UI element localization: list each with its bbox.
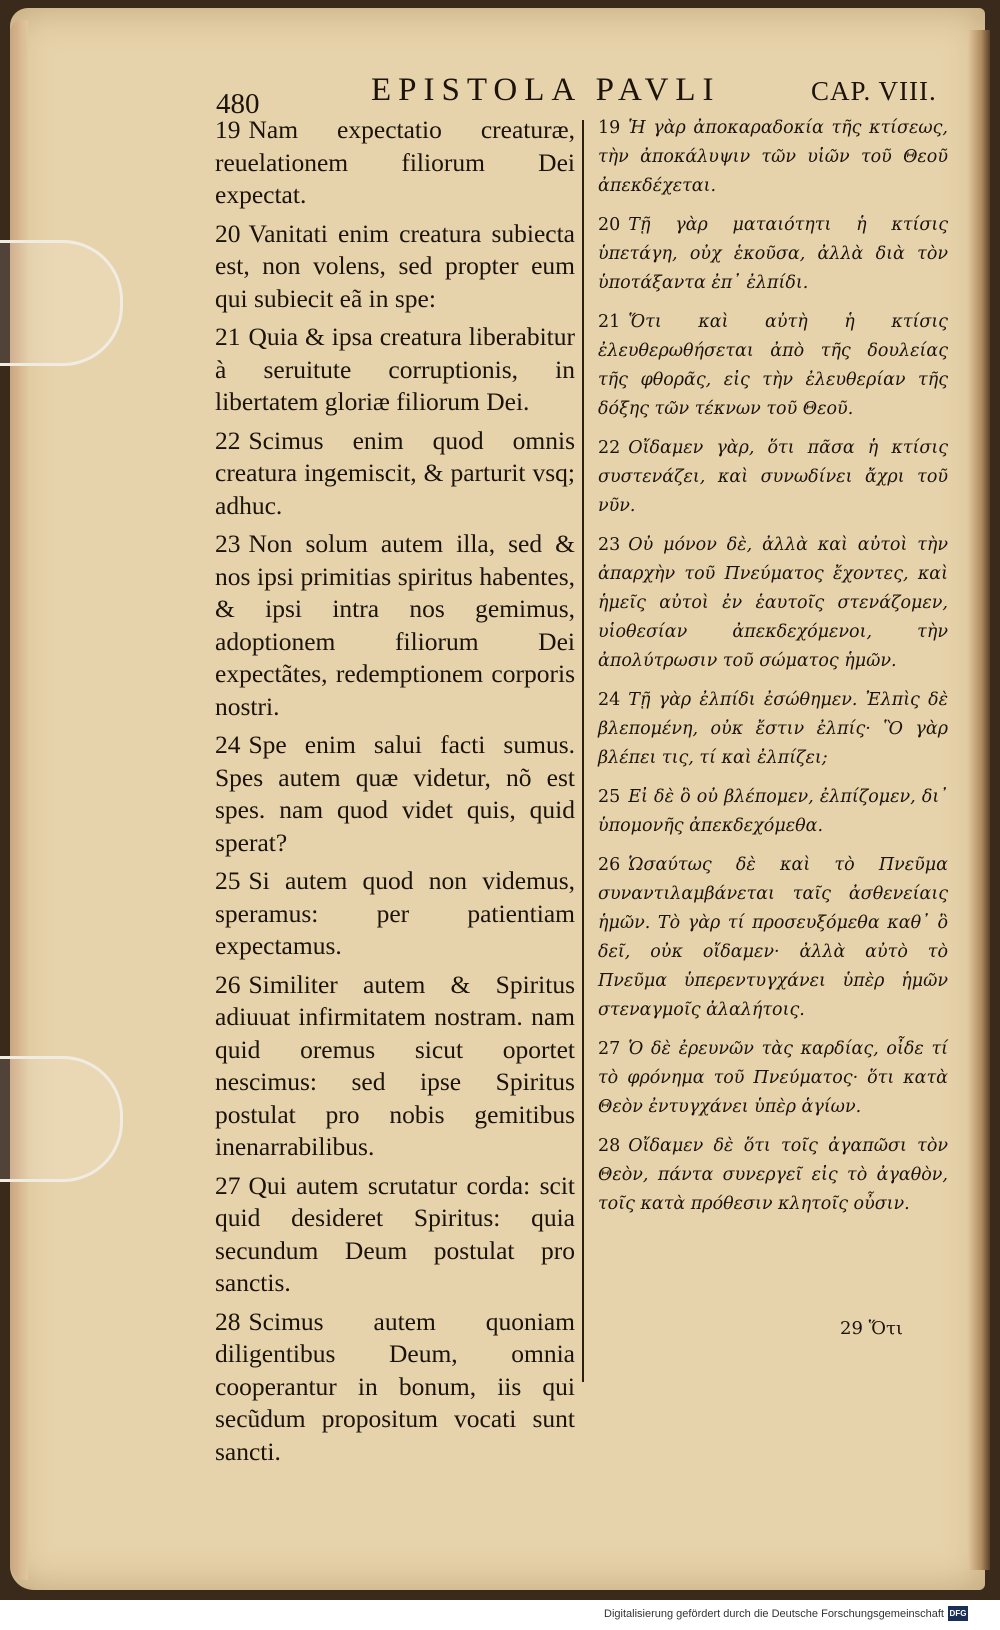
verse-text: Οἴδαμεν δὲ ὅτι τοῖς ἀγαπῶσι τὸν Θεὸν, πάντα συνεργεῖ εἰς τὸ ἀγαθὸν, τοῖς κατὰ πρόθεσιν κλητοῖς οὖσιν. bbox=[598, 1136, 948, 1214]
greek-verse bbox=[598, 531, 948, 676]
dfg-logo: DFG bbox=[948, 1606, 968, 1621]
verse-text: Spe enim salui facti sumus. Spes autem quæ videtur, nõ est spes. nam quod videt quis, quid sperat? bbox=[215, 730, 575, 857]
verse-number: 25 bbox=[598, 787, 621, 807]
verse-text: Nam expectatio creaturæ, reuelationem filiorum Dei expectat. bbox=[215, 115, 575, 209]
greek-verse bbox=[598, 114, 948, 201]
verse-number: 25 bbox=[215, 866, 241, 895]
column-divider bbox=[582, 120, 584, 1382]
verse-number: 24 bbox=[598, 690, 621, 710]
page-edge-right bbox=[968, 30, 990, 1570]
latin-verse bbox=[215, 218, 575, 316]
greek-verse bbox=[598, 1035, 948, 1122]
verse-text: Ὁ δὲ ἐρευνῶν τὰς καρδίας, οἶδε τί τὸ φρόνημα τοῦ Πνεύματος· ὅτι κατὰ Θεὸν ἐντυγχάνει ὑπὲρ ἁγίων. bbox=[598, 1039, 948, 1117]
latin-verse bbox=[215, 969, 575, 1164]
verse-number: 19 bbox=[598, 118, 621, 138]
latin-verse bbox=[215, 1306, 575, 1469]
running-title: EPISTOLA PAVLI bbox=[371, 72, 721, 108]
latin-verse bbox=[215, 321, 575, 419]
verse-number: 21 bbox=[215, 322, 241, 351]
latin-verse bbox=[215, 865, 575, 963]
greek-verse bbox=[598, 434, 948, 521]
verse-number: 28 bbox=[598, 1136, 621, 1156]
verse-text: Οἴδαμεν γὰρ, ὅτι πᾶσα ἡ κτίσις συστενάζει, καὶ συνωδίνει ἄχρι τοῦ νῦν. bbox=[598, 438, 948, 516]
verse-number: 26 bbox=[215, 969, 241, 999]
verse-number: 27 bbox=[598, 1039, 621, 1059]
verse-text: Similiter autem & Spiritus adiuuat infirmitatem nostram. nam quid oremus sicut oportet nescimus: sed ipse Spiritus postulat pro nobis gemitibus inenarrabilibus. bbox=[215, 969, 575, 1161]
verse-number: 20 bbox=[215, 218, 241, 248]
verse-text: Quia & ipsa creatura liberabitur à seruitute corruptionis, in libertatem gloriæ filiorum Dei. bbox=[215, 322, 575, 416]
greek-verse bbox=[598, 211, 948, 298]
greek-verse bbox=[598, 1132, 948, 1219]
greek-verse bbox=[598, 783, 948, 841]
latin-verse bbox=[215, 425, 575, 523]
verse-number: 26 bbox=[598, 855, 621, 875]
verse-text: Ὅτι καὶ αὐτὴ ἡ κτίσις ἐλευθερωθήσεται ἀπὸ τῆς δουλείας τῆς φθορᾶς, εἰς τὴν ἐλευθερίαν τῆς δόξης τῶν τέκνων τοῦ Θεοῦ. bbox=[598, 312, 948, 419]
verse-text: Ἡ γὰρ ἀποκαραδοκία τῆς κτίσεως, τὴν ἀποκάλυψιν τῶν υἱῶν τοῦ Θεοῦ ἀπεκδέχεται. bbox=[598, 118, 948, 196]
verse-text: Τῇ γὰρ ματαιότητι ἡ κτίσις ὑπετάγη, οὐχ ἑκοῦσα, ἀλλὰ διὰ τὸν ὑποτάξαντα ἐπ᾽ ἐλπίδι. bbox=[598, 215, 948, 293]
verse-text: Scimus autem quoniam diligentibus Deum, omnia cooperantur in bonum, iis qui secũdum propositum vocati sunt sancti. bbox=[215, 1306, 575, 1466]
verse-number: 22 bbox=[598, 438, 621, 458]
verse-number: 21 bbox=[598, 312, 621, 332]
page-clip-top bbox=[0, 240, 123, 366]
footer-bar bbox=[0, 1600, 1000, 1630]
funding-note: Digitalisierung gefördert durch die Deutsche Forschungsgemeinschaft bbox=[604, 1608, 944, 1620]
verse-text: Οὐ μόνον δὲ, ἀλλὰ καὶ αὐτοὶ τὴν ἀπαρχὴν τοῦ Πνεύματος ἔχοντες, καὶ ἡμεῖς αὐτοὶ ἐν ἑαυτοῖς στενάζομεν, υἱοθεσίαν ἀπεκδεχόμενοι, τὴν ἀπολύτρωσιν τοῦ σώματος ἡμῶν. bbox=[598, 535, 948, 671]
verse-number: 23 bbox=[215, 529, 241, 558]
latin-verse bbox=[215, 729, 575, 859]
latin-verse bbox=[215, 114, 575, 212]
chapter-label: CAP. VIII. bbox=[811, 76, 937, 106]
verse-text: Τῇ γὰρ ἐλπίδι ἐσώθημεν. Ἐλπὶς δὲ βλεπομένη, οὐκ ἔστιν ἐλπίς· Ὃ γὰρ βλέπει τις, τί καὶ ἐλπίζει; bbox=[598, 690, 948, 768]
page-number: 480 bbox=[216, 88, 260, 120]
verse-number: 23 bbox=[598, 535, 621, 555]
verse-number: 20 bbox=[598, 215, 621, 235]
verse-number: 28 bbox=[215, 1306, 241, 1336]
verse-number: 24 bbox=[215, 730, 241, 759]
greek-verse bbox=[598, 851, 948, 1025]
verse-text: Qui autem scrutatur corda: scit quid desideret Spiritus: quia secundum Deum postulat pro sanctis. bbox=[215, 1170, 575, 1297]
verse-text: Vanitati enim creatura subiecta est, non volens, sed propter eum qui subiecit eã in spe: bbox=[215, 218, 575, 313]
greek-verse bbox=[598, 308, 948, 424]
verse-text: Non solum autem illa, sed & nos ipsi primitias spiritus habentes, & ipsi intra nos gemimus, adoptionem filiorum Dei expectãtes, redemptionem corporis nostri. bbox=[215, 529, 575, 721]
verse-number: 22 bbox=[215, 425, 241, 455]
verse-text: Si autem quod non videmus, speramus: per patientiam expectamus. bbox=[215, 866, 575, 960]
latin-verse bbox=[215, 1170, 575, 1300]
verse-text: Εἰ δὲ ὃ οὐ βλέπομεν, ἐλπίζομεν, δι᾽ ὑπομονῆς ἀπεκδεχόμεθα. bbox=[598, 787, 948, 836]
latin-verse bbox=[215, 528, 575, 723]
verse-number: 27 bbox=[215, 1170, 241, 1200]
catchword: 29 Ὅτι bbox=[840, 1318, 903, 1339]
verse-text: Ὡσαύτως δὲ καὶ τὸ Πνεῦμα συναντιλαμβάνεται ταῖς ἀσθενείαις ἡμῶν. Τὸ γὰρ τί προσευξόμεθα καθ᾽ ὃ δεῖ, οὐκ οἴδαμεν· ἀλλὰ αὐτὸ τὸ Πνεῦμα ὑπερεντυγχάνει ὑπὲρ ἡμῶν στεναγμοῖς ἀλαλήτοις. bbox=[598, 855, 948, 1020]
page-clip-bottom bbox=[0, 1056, 123, 1182]
greek-verse bbox=[598, 686, 948, 773]
latin-column bbox=[215, 114, 575, 1474]
running-header bbox=[216, 66, 956, 120]
verse-number: 19 bbox=[215, 115, 241, 144]
greek-column bbox=[598, 114, 948, 1229]
verse-text: Scimus enim quod omnis creatura ingemiscit, & parturit vsq; adhuc. bbox=[215, 425, 575, 520]
